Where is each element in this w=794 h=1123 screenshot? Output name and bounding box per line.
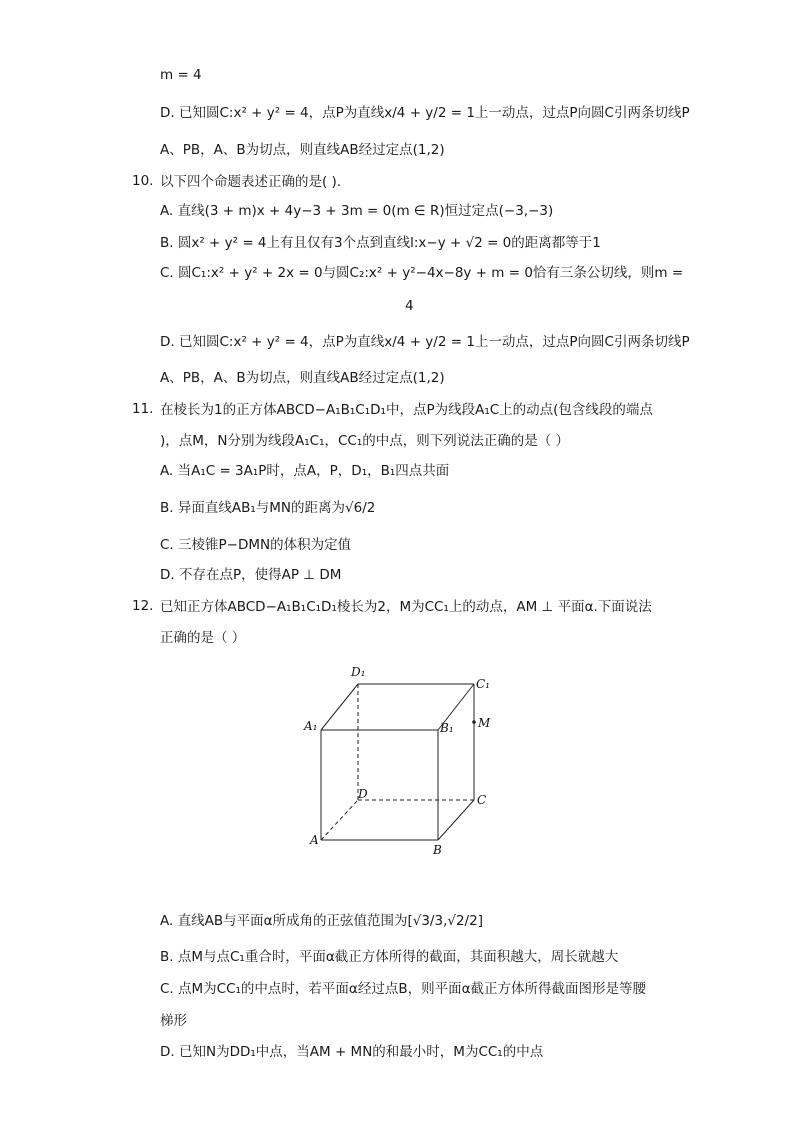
question-number: 10.	[132, 173, 154, 189]
text-line: D. 已知圆C:x² + y² = 4，点P为直线x/4 + y/2 = 1上一动点，过点P向圆C引两条切线P	[160, 105, 690, 121]
option-d: D. 已知圆C:x² + y² = 4，点P为直线x/4 + y/2 = 1上一动点，过点P向圆C引两条切线P	[160, 334, 690, 350]
label-d1: D₁	[351, 665, 366, 679]
option-a: A. 直线AB与平面α所成角的正弦值范围为[√3/3,√2/2]	[160, 913, 483, 929]
text-line: 正确的是（ ）	[160, 630, 246, 646]
text-line: m = 4	[160, 67, 202, 83]
option-b: B. 圆x² + y² = 4上有且仅有3个点到直线l:x−y + √2 = 0的距离都等于1	[160, 235, 601, 251]
option-c: C. 圆C₁:x² + y² + 2x = 0与圆C₂:x² + y²−4x−8y + m = 0恰有三条公切线，则m =	[160, 265, 684, 281]
text-line: A、PB，A、B为切点，则直线AB经过定点(1,2)	[160, 370, 445, 386]
option-a: A. 直线(3 + m)x + 4y−3 + 3m = 0(m ∈ R)恒过定点(−3,−3)	[160, 203, 554, 219]
question-number: 12.	[132, 598, 154, 614]
text-line: 4	[405, 298, 414, 314]
cube-figure	[296, 660, 516, 860]
option-c: C. 三棱锥P−DMN的体积为定值	[160, 537, 352, 553]
question-stem: 以下四个命题表述正确的是( ).	[160, 174, 342, 190]
option-a: A. 当A₁C = 3A₁P时，点A，P，D₁，B₁四点共面	[160, 463, 450, 479]
text-line: 梯形	[160, 1013, 187, 1029]
label-c1: C₁	[476, 677, 490, 691]
label-a: A	[310, 833, 319, 847]
option-d: D. 已知N为DD₁中点，当AM + MN的和最小时，M为CC₁的中点	[160, 1044, 544, 1060]
option-d: D. 不存在点P，使得AP ⊥ DM	[160, 567, 342, 583]
label-d: D	[358, 787, 368, 801]
question-stem: 已知正方体ABCD−A₁B₁C₁D₁棱长为2，M为CC₁上的动点，AM ⊥ 平面α.下面说法	[160, 599, 652, 615]
label-c: C	[477, 793, 487, 807]
option-b: B. 异面直线AB₁与MN的距离为√6/2	[160, 500, 376, 516]
label-m: M	[478, 716, 491, 730]
option-c: C. 点M为CC₁的中点时，若平面α经过点B，则平面α截正方体所得截面图形是等腰	[160, 981, 646, 997]
label-b: B	[433, 843, 442, 857]
question-stem: 在棱长为1的正方体ABCD−A₁B₁C₁D₁中，点P为线段A₁C上的动点(包含线段的端点	[160, 402, 653, 418]
text-line: )，点M，N分别为线段A₁C₁，CC₁的中点，则下列说法正确的是（ ）	[160, 433, 570, 449]
label-a1: A₁	[304, 719, 318, 733]
text-line: A、PB，A、B为切点，则直线AB经过定点(1,2)	[160, 142, 445, 158]
option-b: B. 点M与点C₁重合时，平面α截正方体所得的截面，其面积越大，周长就越大	[160, 949, 619, 965]
label-b1: B₁	[440, 721, 454, 735]
question-number: 11.	[132, 401, 154, 417]
